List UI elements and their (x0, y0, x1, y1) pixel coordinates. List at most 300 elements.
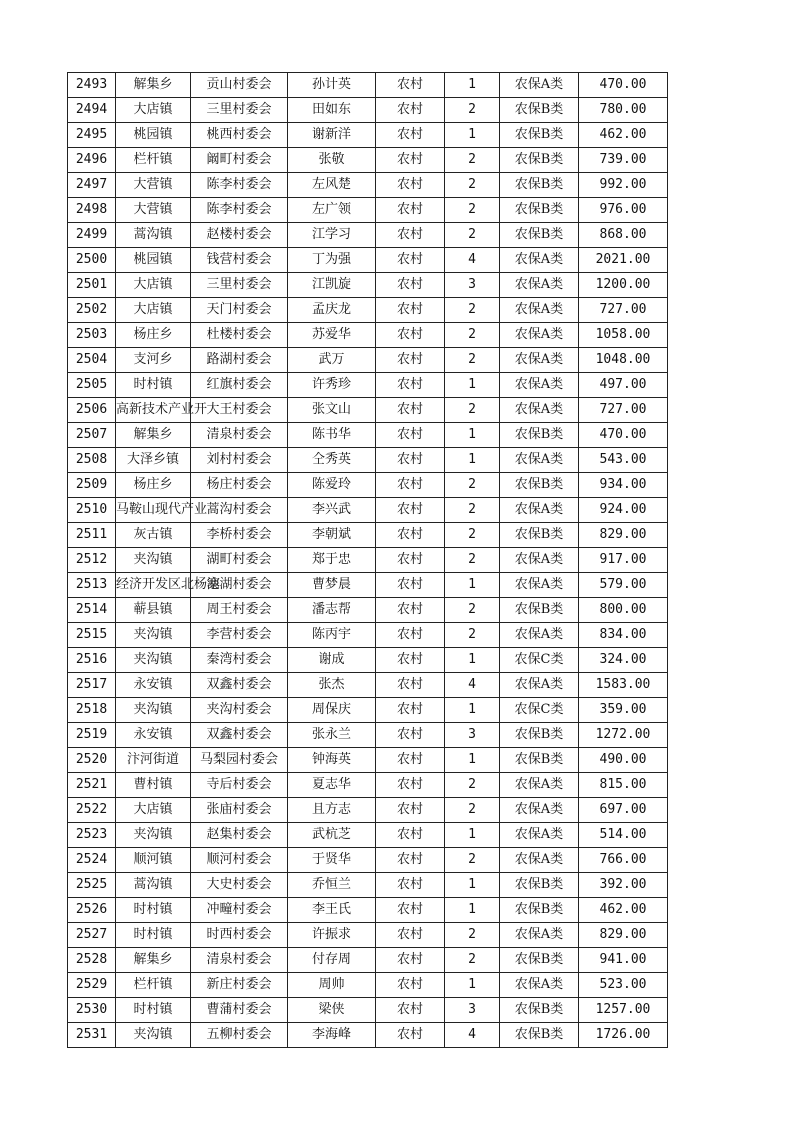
village-committee-cell: 三里村委会 (191, 273, 288, 298)
household-size-cell: 2 (445, 173, 500, 198)
recipient-name-cell: 陈爱玲 (288, 473, 376, 498)
household-type-cell: 农村 (376, 748, 445, 773)
household-size-cell: 2 (445, 848, 500, 873)
town-cell: 解集乡 (116, 73, 191, 98)
amount-cell: 324.00 (579, 648, 668, 673)
record-number-cell: 2503 (68, 323, 116, 348)
table-row (68, 573, 668, 598)
household-type-cell: 农村 (376, 648, 445, 673)
amount-cell: 934.00 (579, 473, 668, 498)
record-number-cell: 2502 (68, 298, 116, 323)
insurance-class-cell: 农保A类 (500, 348, 579, 373)
household-type-cell: 农村 (376, 723, 445, 748)
recipient-name-cell: 江凯旋 (288, 273, 376, 298)
household-size-cell: 1 (445, 973, 500, 998)
household-type-cell: 农村 (376, 73, 445, 98)
household-size-cell: 1 (445, 373, 500, 398)
table-row (68, 323, 668, 348)
amount-cell: 976.00 (579, 198, 668, 223)
insurance-class-cell: 农保A类 (500, 273, 579, 298)
household-type-cell: 农村 (376, 698, 445, 723)
amount-cell: 1200.00 (579, 273, 668, 298)
recipient-name-cell: 武杭芝 (288, 823, 376, 848)
amount-cell: 800.00 (579, 598, 668, 623)
table-row (68, 723, 668, 748)
household-size-cell: 2 (445, 598, 500, 623)
recipient-name-cell: 张永兰 (288, 723, 376, 748)
recipient-name-cell: 许秀珍 (288, 373, 376, 398)
record-number-cell: 2520 (68, 748, 116, 773)
record-number-cell: 2518 (68, 698, 116, 723)
town-cell: 桃园镇 (116, 248, 191, 273)
recipient-name-cell: 丁为强 (288, 248, 376, 273)
amount-cell: 829.00 (579, 923, 668, 948)
insurance-class-cell: 农保B类 (500, 1023, 579, 1048)
household-type-cell: 农村 (376, 198, 445, 223)
town-cell: 夹沟镇 (116, 623, 191, 648)
table-row (68, 373, 668, 398)
household-type-cell: 农村 (376, 948, 445, 973)
town-cell: 马鞍山现代产业 (116, 498, 191, 523)
household-type-cell: 农村 (376, 523, 445, 548)
town-cell: 汴河街道 (116, 748, 191, 773)
recipient-name-cell: 许振求 (288, 923, 376, 948)
household-type-cell: 农村 (376, 273, 445, 298)
record-number-cell: 2504 (68, 348, 116, 373)
insurance-class-cell: 农保A类 (500, 798, 579, 823)
recipient-name-cell: 孟庆龙 (288, 298, 376, 323)
recipient-name-cell: 周保庆 (288, 698, 376, 723)
household-type-cell: 农村 (376, 673, 445, 698)
insurance-class-cell: 农保A类 (500, 848, 579, 873)
household-size-cell: 3 (445, 273, 500, 298)
recipient-name-cell: 谢成 (288, 648, 376, 673)
record-number-cell: 2500 (68, 248, 116, 273)
amount-cell: 1048.00 (579, 348, 668, 373)
household-type-cell: 农村 (376, 898, 445, 923)
record-number-cell: 2508 (68, 448, 116, 473)
amount-cell: 739.00 (579, 148, 668, 173)
village-committee-cell: 天门村委会 (191, 298, 288, 323)
amount-cell: 941.00 (579, 948, 668, 973)
amount-cell: 1257.00 (579, 998, 668, 1023)
town-cell: 夹沟镇 (116, 548, 191, 573)
household-size-cell: 1 (445, 123, 500, 148)
town-cell: 解集乡 (116, 423, 191, 448)
insurance-class-cell: 农保A类 (500, 448, 579, 473)
subsidy-roster-table (67, 72, 668, 1048)
household-size-cell: 1 (445, 698, 500, 723)
record-number-cell: 2516 (68, 648, 116, 673)
household-size-cell: 4 (445, 1023, 500, 1048)
town-cell: 蒿沟镇 (116, 223, 191, 248)
village-committee-cell: 贡山村委会 (191, 73, 288, 98)
household-type-cell: 农村 (376, 773, 445, 798)
record-number-cell: 2511 (68, 523, 116, 548)
record-number-cell: 2513 (68, 573, 116, 598)
household-size-cell: 2 (445, 398, 500, 423)
amount-cell: 780.00 (579, 98, 668, 123)
household-size-cell: 2 (445, 323, 500, 348)
village-committee-cell: 夹沟村委会 (191, 698, 288, 723)
record-number-cell: 2514 (68, 598, 116, 623)
amount-cell: 766.00 (579, 848, 668, 873)
recipient-name-cell: 乔恒兰 (288, 873, 376, 898)
amount-cell: 868.00 (579, 223, 668, 248)
household-size-cell: 1 (445, 448, 500, 473)
household-type-cell: 农村 (376, 173, 445, 198)
amount-cell: 924.00 (579, 498, 668, 523)
amount-cell: 917.00 (579, 548, 668, 573)
town-cell: 时村镇 (116, 998, 191, 1023)
town-cell: 夹沟镇 (116, 823, 191, 848)
record-number-cell: 2510 (68, 498, 116, 523)
household-type-cell: 农村 (376, 548, 445, 573)
town-cell: 大店镇 (116, 273, 191, 298)
table-row (68, 623, 668, 648)
record-number-cell: 2498 (68, 198, 116, 223)
recipient-name-cell: 梁侠 (288, 998, 376, 1023)
amount-cell: 514.00 (579, 823, 668, 848)
household-size-cell: 2 (445, 298, 500, 323)
table-row (68, 423, 668, 448)
insurance-class-cell: 农保A类 (500, 323, 579, 348)
insurance-class-cell: 农保B类 (500, 98, 579, 123)
household-type-cell: 农村 (376, 373, 445, 398)
village-committee-cell: 赵楼村委会 (191, 223, 288, 248)
table-row (68, 773, 668, 798)
town-cell: 曹村镇 (116, 773, 191, 798)
amount-cell: 992.00 (579, 173, 668, 198)
insurance-class-cell: 农保A类 (500, 623, 579, 648)
town-cell: 夹沟镇 (116, 698, 191, 723)
table-row (68, 348, 668, 373)
household-size-cell: 1 (445, 73, 500, 98)
amount-cell: 523.00 (579, 973, 668, 998)
amount-cell: 1058.00 (579, 323, 668, 348)
table-row (68, 198, 668, 223)
household-size-cell: 3 (445, 723, 500, 748)
record-number-cell: 2521 (68, 773, 116, 798)
recipient-name-cell: 仝秀英 (288, 448, 376, 473)
amount-cell: 834.00 (579, 623, 668, 648)
town-cell: 永安镇 (116, 723, 191, 748)
insurance-class-cell: 农保A类 (500, 498, 579, 523)
insurance-class-cell: 农保B类 (500, 423, 579, 448)
roster-body (68, 73, 668, 1048)
recipient-name-cell: 左广领 (288, 198, 376, 223)
record-number-cell: 2497 (68, 173, 116, 198)
record-number-cell: 2524 (68, 848, 116, 873)
recipient-name-cell: 且方志 (288, 798, 376, 823)
amount-cell: 470.00 (579, 73, 668, 98)
table-row (68, 598, 668, 623)
recipient-name-cell: 夏志华 (288, 773, 376, 798)
town-cell: 顺河镇 (116, 848, 191, 873)
household-type-cell: 农村 (376, 823, 445, 848)
household-type-cell: 农村 (376, 123, 445, 148)
village-committee-cell: 顺河村委会 (191, 848, 288, 873)
household-type-cell: 农村 (376, 323, 445, 348)
insurance-class-cell: 农保B类 (500, 998, 579, 1023)
household-size-cell: 2 (445, 548, 500, 573)
table-row (68, 823, 668, 848)
village-committee-cell: 红旗村委会 (191, 373, 288, 398)
town-cell: 大泽乡镇 (116, 448, 191, 473)
household-type-cell: 农村 (376, 473, 445, 498)
amount-cell: 462.00 (579, 123, 668, 148)
record-number-cell: 2517 (68, 673, 116, 698)
household-size-cell: 2 (445, 223, 500, 248)
recipient-name-cell: 曹梦晨 (288, 573, 376, 598)
record-number-cell: 2494 (68, 98, 116, 123)
table-row (68, 923, 668, 948)
village-committee-cell: 钱营村委会 (191, 248, 288, 273)
table-row (68, 798, 668, 823)
town-cell: 夹沟镇 (116, 1023, 191, 1048)
insurance-class-cell: 农保B类 (500, 123, 579, 148)
insurance-class-cell: 农保B类 (500, 198, 579, 223)
household-size-cell: 1 (445, 898, 500, 923)
town-cell: 灰古镇 (116, 523, 191, 548)
household-size-cell: 2 (445, 98, 500, 123)
recipient-name-cell: 李朝斌 (288, 523, 376, 548)
table-row (68, 223, 668, 248)
town-cell: 时村镇 (116, 373, 191, 398)
recipient-name-cell: 潘志帮 (288, 598, 376, 623)
record-number-cell: 2530 (68, 998, 116, 1023)
town-cell: 经济开发区北杨寨 (116, 573, 191, 598)
household-type-cell: 农村 (376, 998, 445, 1023)
household-size-cell: 2 (445, 348, 500, 373)
insurance-class-cell: 农保A类 (500, 773, 579, 798)
table-row (68, 748, 668, 773)
town-cell: 时村镇 (116, 923, 191, 948)
amount-cell: 543.00 (579, 448, 668, 473)
table-row (68, 973, 668, 998)
household-type-cell: 农村 (376, 448, 445, 473)
table-row (68, 998, 668, 1023)
table-row (68, 273, 668, 298)
village-committee-cell: 李桥村委会 (191, 523, 288, 548)
village-committee-cell: 时西村委会 (191, 923, 288, 948)
amount-cell: 359.00 (579, 698, 668, 723)
household-type-cell: 农村 (376, 223, 445, 248)
table-row (68, 1023, 668, 1048)
village-committee-cell: 湖町村委会 (191, 548, 288, 573)
recipient-name-cell: 孙计英 (288, 73, 376, 98)
town-cell: 杨庄乡 (116, 473, 191, 498)
household-size-cell: 1 (445, 748, 500, 773)
record-number-cell: 2526 (68, 898, 116, 923)
household-size-cell: 2 (445, 523, 500, 548)
table-row (68, 73, 668, 98)
town-cell: 栏杆镇 (116, 148, 191, 173)
insurance-class-cell: 农保A类 (500, 373, 579, 398)
recipient-name-cell: 李兴武 (288, 498, 376, 523)
record-number-cell: 2509 (68, 473, 116, 498)
recipient-name-cell: 田如东 (288, 98, 376, 123)
recipient-name-cell: 周帅 (288, 973, 376, 998)
amount-cell: 1272.00 (579, 723, 668, 748)
household-size-cell: 2 (445, 198, 500, 223)
amount-cell: 1726.00 (579, 1023, 668, 1048)
town-cell: 蒿沟镇 (116, 873, 191, 898)
table-row (68, 148, 668, 173)
village-committee-cell: 大史村委会 (191, 873, 288, 898)
village-committee-cell: 三里村委会 (191, 98, 288, 123)
table-row (68, 298, 668, 323)
record-number-cell: 2501 (68, 273, 116, 298)
insurance-class-cell: 农保B类 (500, 948, 579, 973)
insurance-class-cell: 农保B类 (500, 473, 579, 498)
recipient-name-cell: 于贤华 (288, 848, 376, 873)
insurance-class-cell: 农保A类 (500, 923, 579, 948)
village-committee-cell: 李营村委会 (191, 623, 288, 648)
record-number-cell: 2512 (68, 548, 116, 573)
table-row (68, 848, 668, 873)
table-row (68, 898, 668, 923)
village-committee-cell: 大王村委会 (191, 398, 288, 423)
recipient-name-cell: 陈丙宇 (288, 623, 376, 648)
record-number-cell: 2507 (68, 423, 116, 448)
village-committee-cell: 桃西村委会 (191, 123, 288, 148)
amount-cell: 392.00 (579, 873, 668, 898)
village-committee-cell: 蒿沟村委会 (191, 498, 288, 523)
table-row (68, 98, 668, 123)
insurance-class-cell: 农保A类 (500, 573, 579, 598)
village-committee-cell: 秦湾村委会 (191, 648, 288, 673)
household-type-cell: 农村 (376, 423, 445, 448)
village-committee-cell: 杜楼村委会 (191, 323, 288, 348)
household-type-cell: 农村 (376, 923, 445, 948)
amount-cell: 490.00 (579, 748, 668, 773)
household-size-cell: 2 (445, 948, 500, 973)
town-cell: 大营镇 (116, 173, 191, 198)
table-row (68, 448, 668, 473)
village-committee-cell: 寺后村委会 (191, 773, 288, 798)
village-committee-cell: 陈李村委会 (191, 173, 288, 198)
table-row (68, 523, 668, 548)
record-number-cell: 2529 (68, 973, 116, 998)
amount-cell: 1583.00 (579, 673, 668, 698)
table-row (68, 123, 668, 148)
village-committee-cell: 陈李村委会 (191, 198, 288, 223)
insurance-class-cell: 农保B类 (500, 898, 579, 923)
table-row (68, 698, 668, 723)
town-cell: 夹沟镇 (116, 648, 191, 673)
household-type-cell: 农村 (376, 873, 445, 898)
insurance-class-cell: 农保B类 (500, 748, 579, 773)
household-size-cell: 2 (445, 498, 500, 523)
record-number-cell: 2522 (68, 798, 116, 823)
household-type-cell: 农村 (376, 348, 445, 373)
village-committee-cell: 冲疃村委会 (191, 898, 288, 923)
table-row (68, 873, 668, 898)
insurance-class-cell: 农保A类 (500, 548, 579, 573)
town-cell: 高新技术产业开 (116, 398, 191, 423)
town-cell: 永安镇 (116, 673, 191, 698)
recipient-name-cell: 钟海英 (288, 748, 376, 773)
household-type-cell: 农村 (376, 98, 445, 123)
household-size-cell: 2 (445, 473, 500, 498)
village-committee-cell: 张庙村委会 (191, 798, 288, 823)
town-cell: 蕲县镇 (116, 598, 191, 623)
amount-cell: 829.00 (579, 523, 668, 548)
record-number-cell: 2531 (68, 1023, 116, 1048)
insurance-class-cell: 农保B类 (500, 173, 579, 198)
amount-cell: 470.00 (579, 423, 668, 448)
household-type-cell: 农村 (376, 298, 445, 323)
recipient-name-cell: 左风楚 (288, 173, 376, 198)
village-committee-cell: 阚町村委会 (191, 148, 288, 173)
amount-cell: 2021.00 (579, 248, 668, 273)
amount-cell: 727.00 (579, 298, 668, 323)
village-committee-cell: 双鑫村委会 (191, 673, 288, 698)
household-size-cell: 1 (445, 823, 500, 848)
insurance-class-cell: 农保B类 (500, 873, 579, 898)
table-row (68, 248, 668, 273)
recipient-name-cell: 武万 (288, 348, 376, 373)
recipient-name-cell: 张文山 (288, 398, 376, 423)
household-size-cell: 2 (445, 773, 500, 798)
town-cell: 支河乡 (116, 348, 191, 373)
table-row (68, 473, 668, 498)
recipient-name-cell: 江学习 (288, 223, 376, 248)
village-committee-cell: 马梨园村委会 (191, 748, 288, 773)
household-type-cell: 农村 (376, 573, 445, 598)
recipient-name-cell: 付存周 (288, 948, 376, 973)
insurance-class-cell: 农保B类 (500, 223, 579, 248)
household-size-cell: 1 (445, 573, 500, 598)
household-size-cell: 1 (445, 648, 500, 673)
town-cell: 大营镇 (116, 198, 191, 223)
town-cell: 大店镇 (116, 298, 191, 323)
town-cell: 栏杆镇 (116, 973, 191, 998)
household-type-cell: 农村 (376, 848, 445, 873)
household-type-cell: 农村 (376, 623, 445, 648)
insurance-class-cell: 农保A类 (500, 398, 579, 423)
amount-cell: 462.00 (579, 898, 668, 923)
record-number-cell: 2495 (68, 123, 116, 148)
household-type-cell: 农村 (376, 798, 445, 823)
record-number-cell: 2499 (68, 223, 116, 248)
record-number-cell: 2528 (68, 948, 116, 973)
village-committee-cell: 清泉村委会 (191, 423, 288, 448)
village-committee-cell: 路湖村委会 (191, 348, 288, 373)
household-type-cell: 农村 (376, 498, 445, 523)
record-number-cell: 2515 (68, 623, 116, 648)
insurance-class-cell: 农保B类 (500, 598, 579, 623)
insurance-class-cell: 农保C类 (500, 698, 579, 723)
recipient-name-cell: 陈书华 (288, 423, 376, 448)
insurance-class-cell: 农保B类 (500, 148, 579, 173)
village-committee-cell: 五柳村委会 (191, 1023, 288, 1048)
village-committee-cell: 杨庄村委会 (191, 473, 288, 498)
household-size-cell: 2 (445, 623, 500, 648)
village-committee-cell: 赵集村委会 (191, 823, 288, 848)
village-committee-cell: 池湖村委会 (191, 573, 288, 598)
household-size-cell: 2 (445, 148, 500, 173)
town-cell: 时村镇 (116, 898, 191, 923)
record-number-cell: 2523 (68, 823, 116, 848)
insurance-class-cell: 农保A类 (500, 823, 579, 848)
village-committee-cell: 刘村村委会 (191, 448, 288, 473)
recipient-name-cell: 张敬 (288, 148, 376, 173)
household-size-cell: 1 (445, 423, 500, 448)
recipient-name-cell: 李王氏 (288, 898, 376, 923)
table-row (68, 673, 668, 698)
